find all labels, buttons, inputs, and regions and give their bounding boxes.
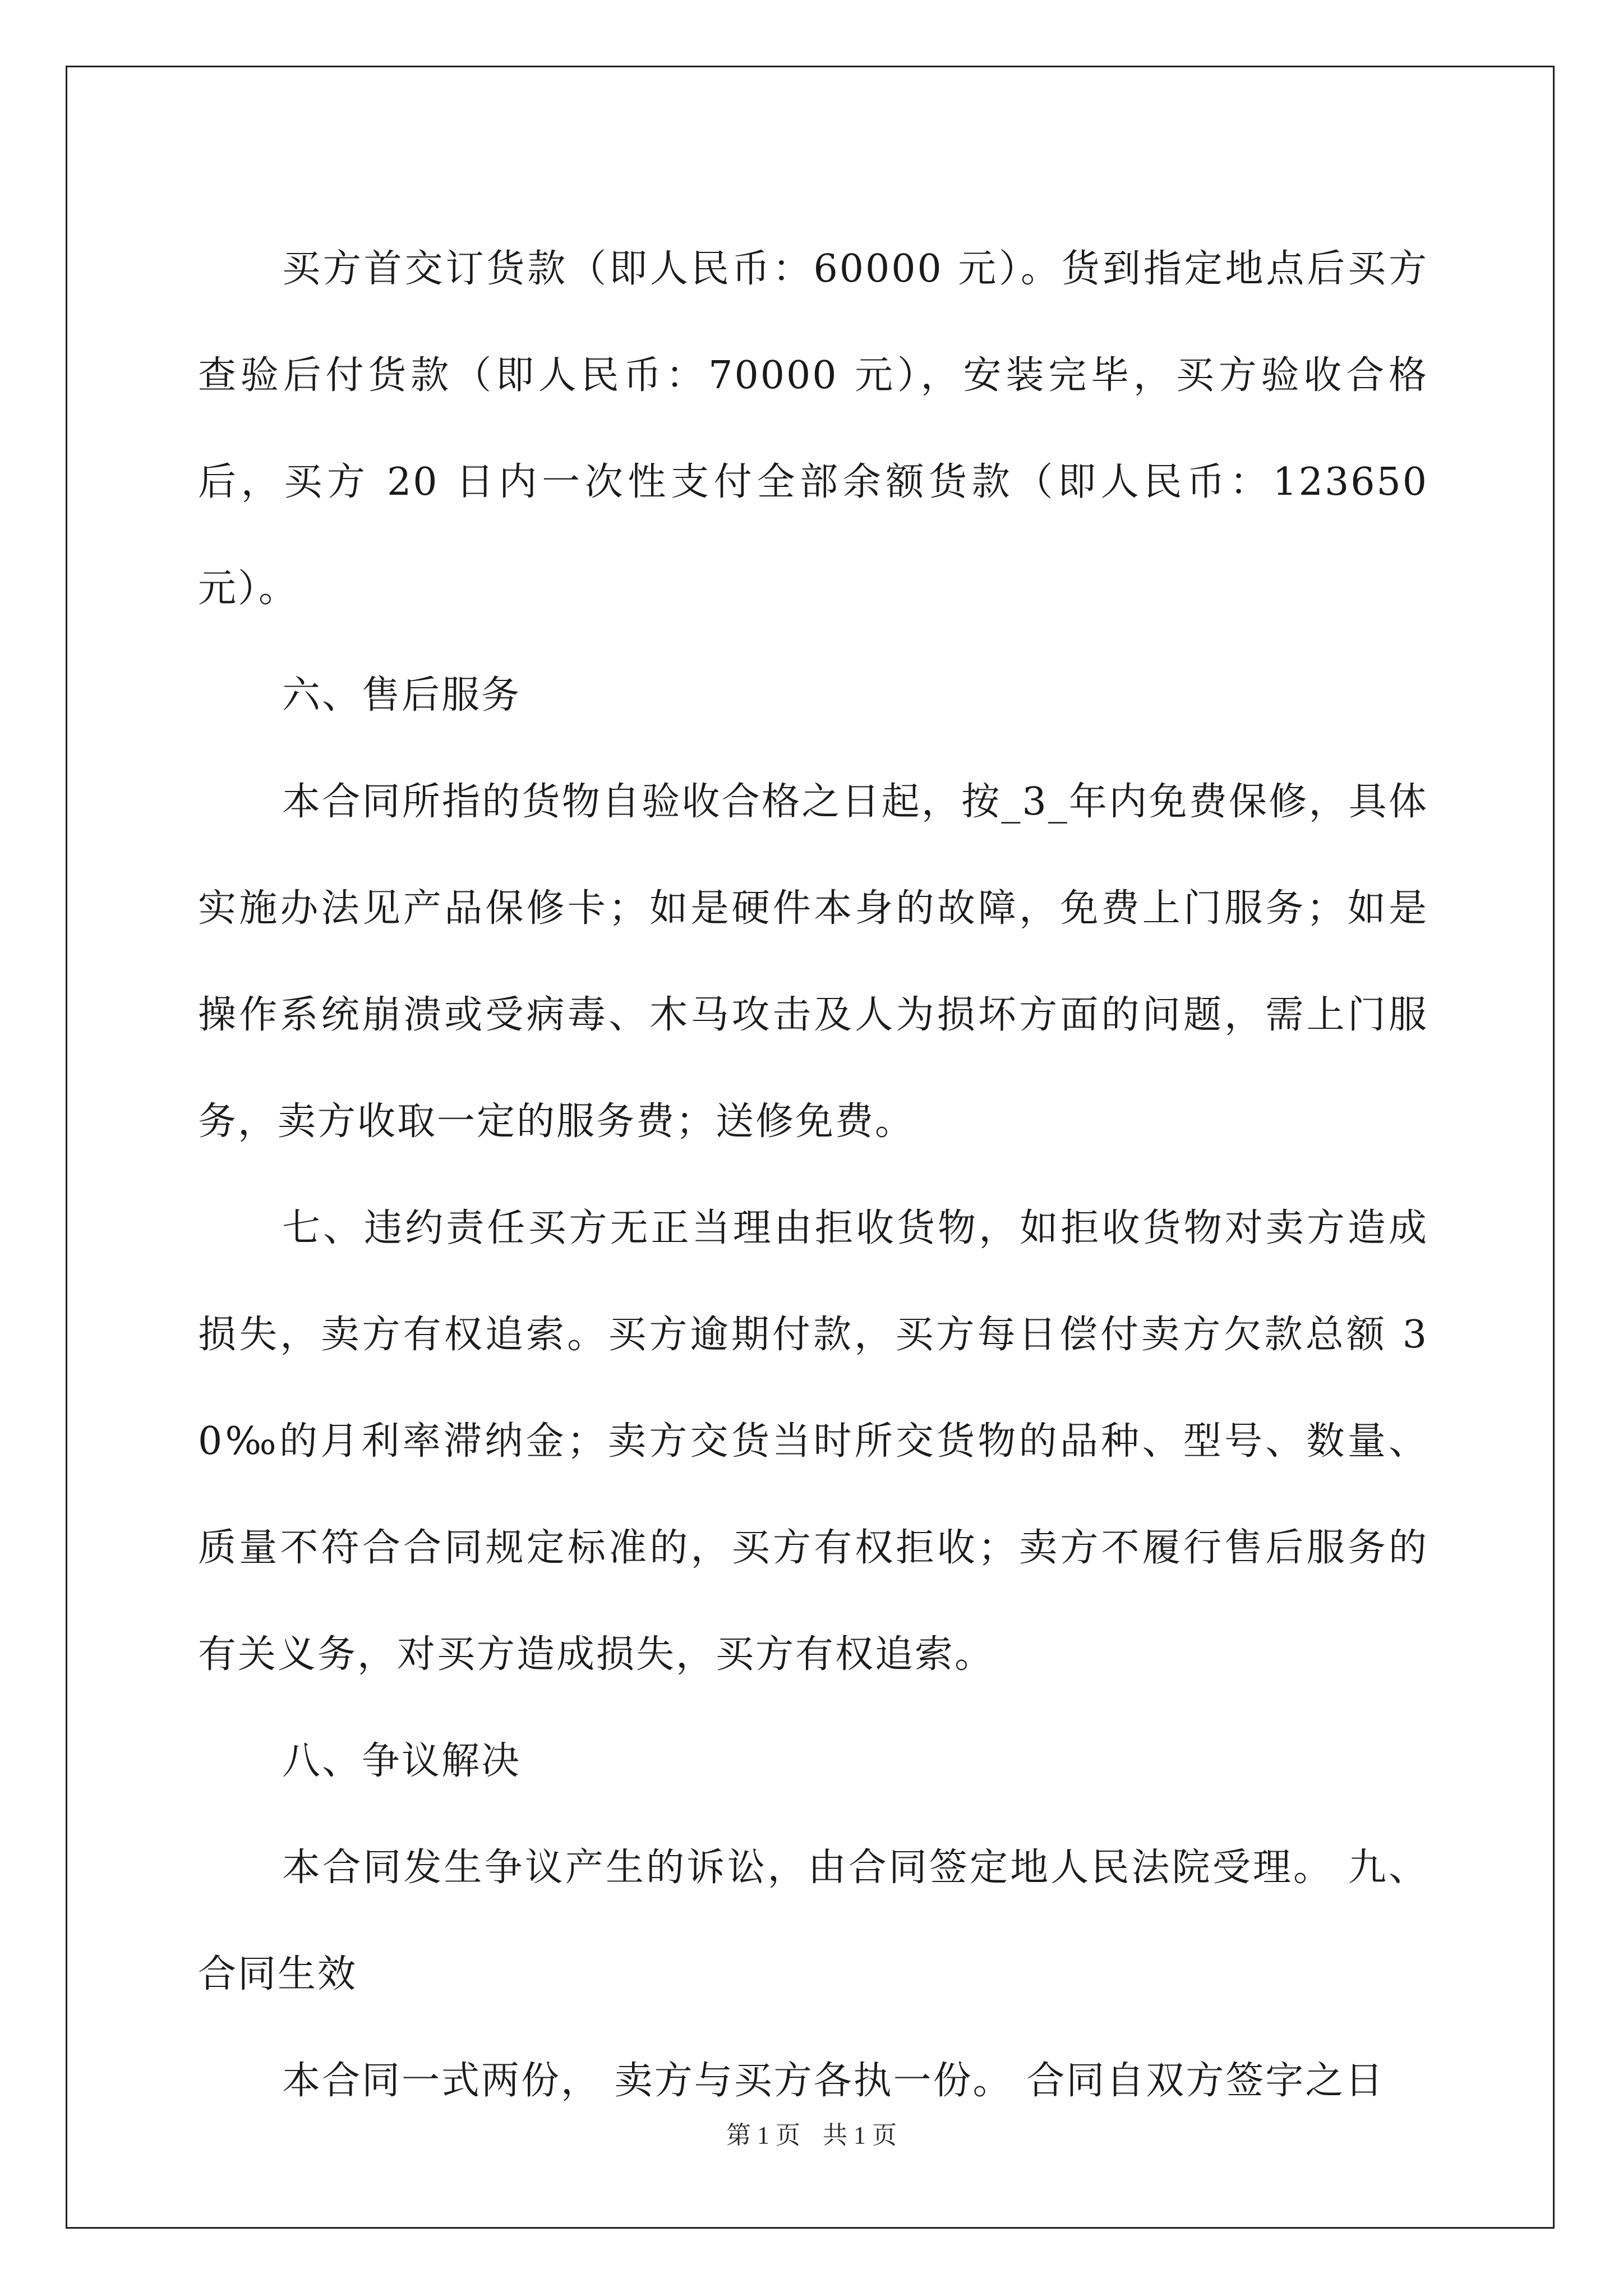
- paragraph-dispute-resolution: 本合同发生争议产生的诉讼，由合同签定地人民法院受理。 九、合同生效: [198, 1846, 1428, 1996]
- paragraph-breach-liability: 七、违约责任买方无正当理由拒收货物，如拒收货物对卖方造成损失，卖方有权追索。买方逾期付款，买方每日偿付卖方欠款总额 30‰的月利率滞纳金；卖方交货当时所交货物的品种、型号、数量、质量不符合合同规定标准的，买方有权拒收；卖方不履行售后服务的有关义务，对买方造成损失，买方有权追索。: [198, 1206, 1428, 1677]
- section-heading-dispute: 八、争议解决: [282, 1739, 522, 1783]
- page-number-current: 第 1 页: [726, 2122, 800, 2149]
- page-footer: [0, 2115, 1623, 2151]
- paragraph-after-sales: 本合同所指的货物自验收合格之日起，按_3_年内免费保修，具体实施办法见产品保修卡；如是硬件本身的故障，免费上门服务；如是操作系统崩溃或受病毒、木马攻击及人为损坏方面的问题，需上门服务，卖方收取一定的服务费；送修免费。: [198, 780, 1429, 1144]
- page-number-total: 共 1 页: [823, 2122, 897, 2149]
- paragraph-contract-effect: 本合同一式两份， 卖方与买方各执一份。 合同自双方签字之日: [282, 2059, 1385, 2103]
- section-heading-after-sales: 六、售后服务: [282, 673, 522, 717]
- document-body: [198, 216, 1428, 2134]
- paragraph-payment-terms: 买方首交订货款（即人民币：60000 元）。货到指定地点后买方查验后付货款（即人民币：70000 元），安装完毕，买方验收合格后，买方 20 日内一次性支付全部余额货款（即人民币：123650 元）。: [198, 247, 1428, 611]
